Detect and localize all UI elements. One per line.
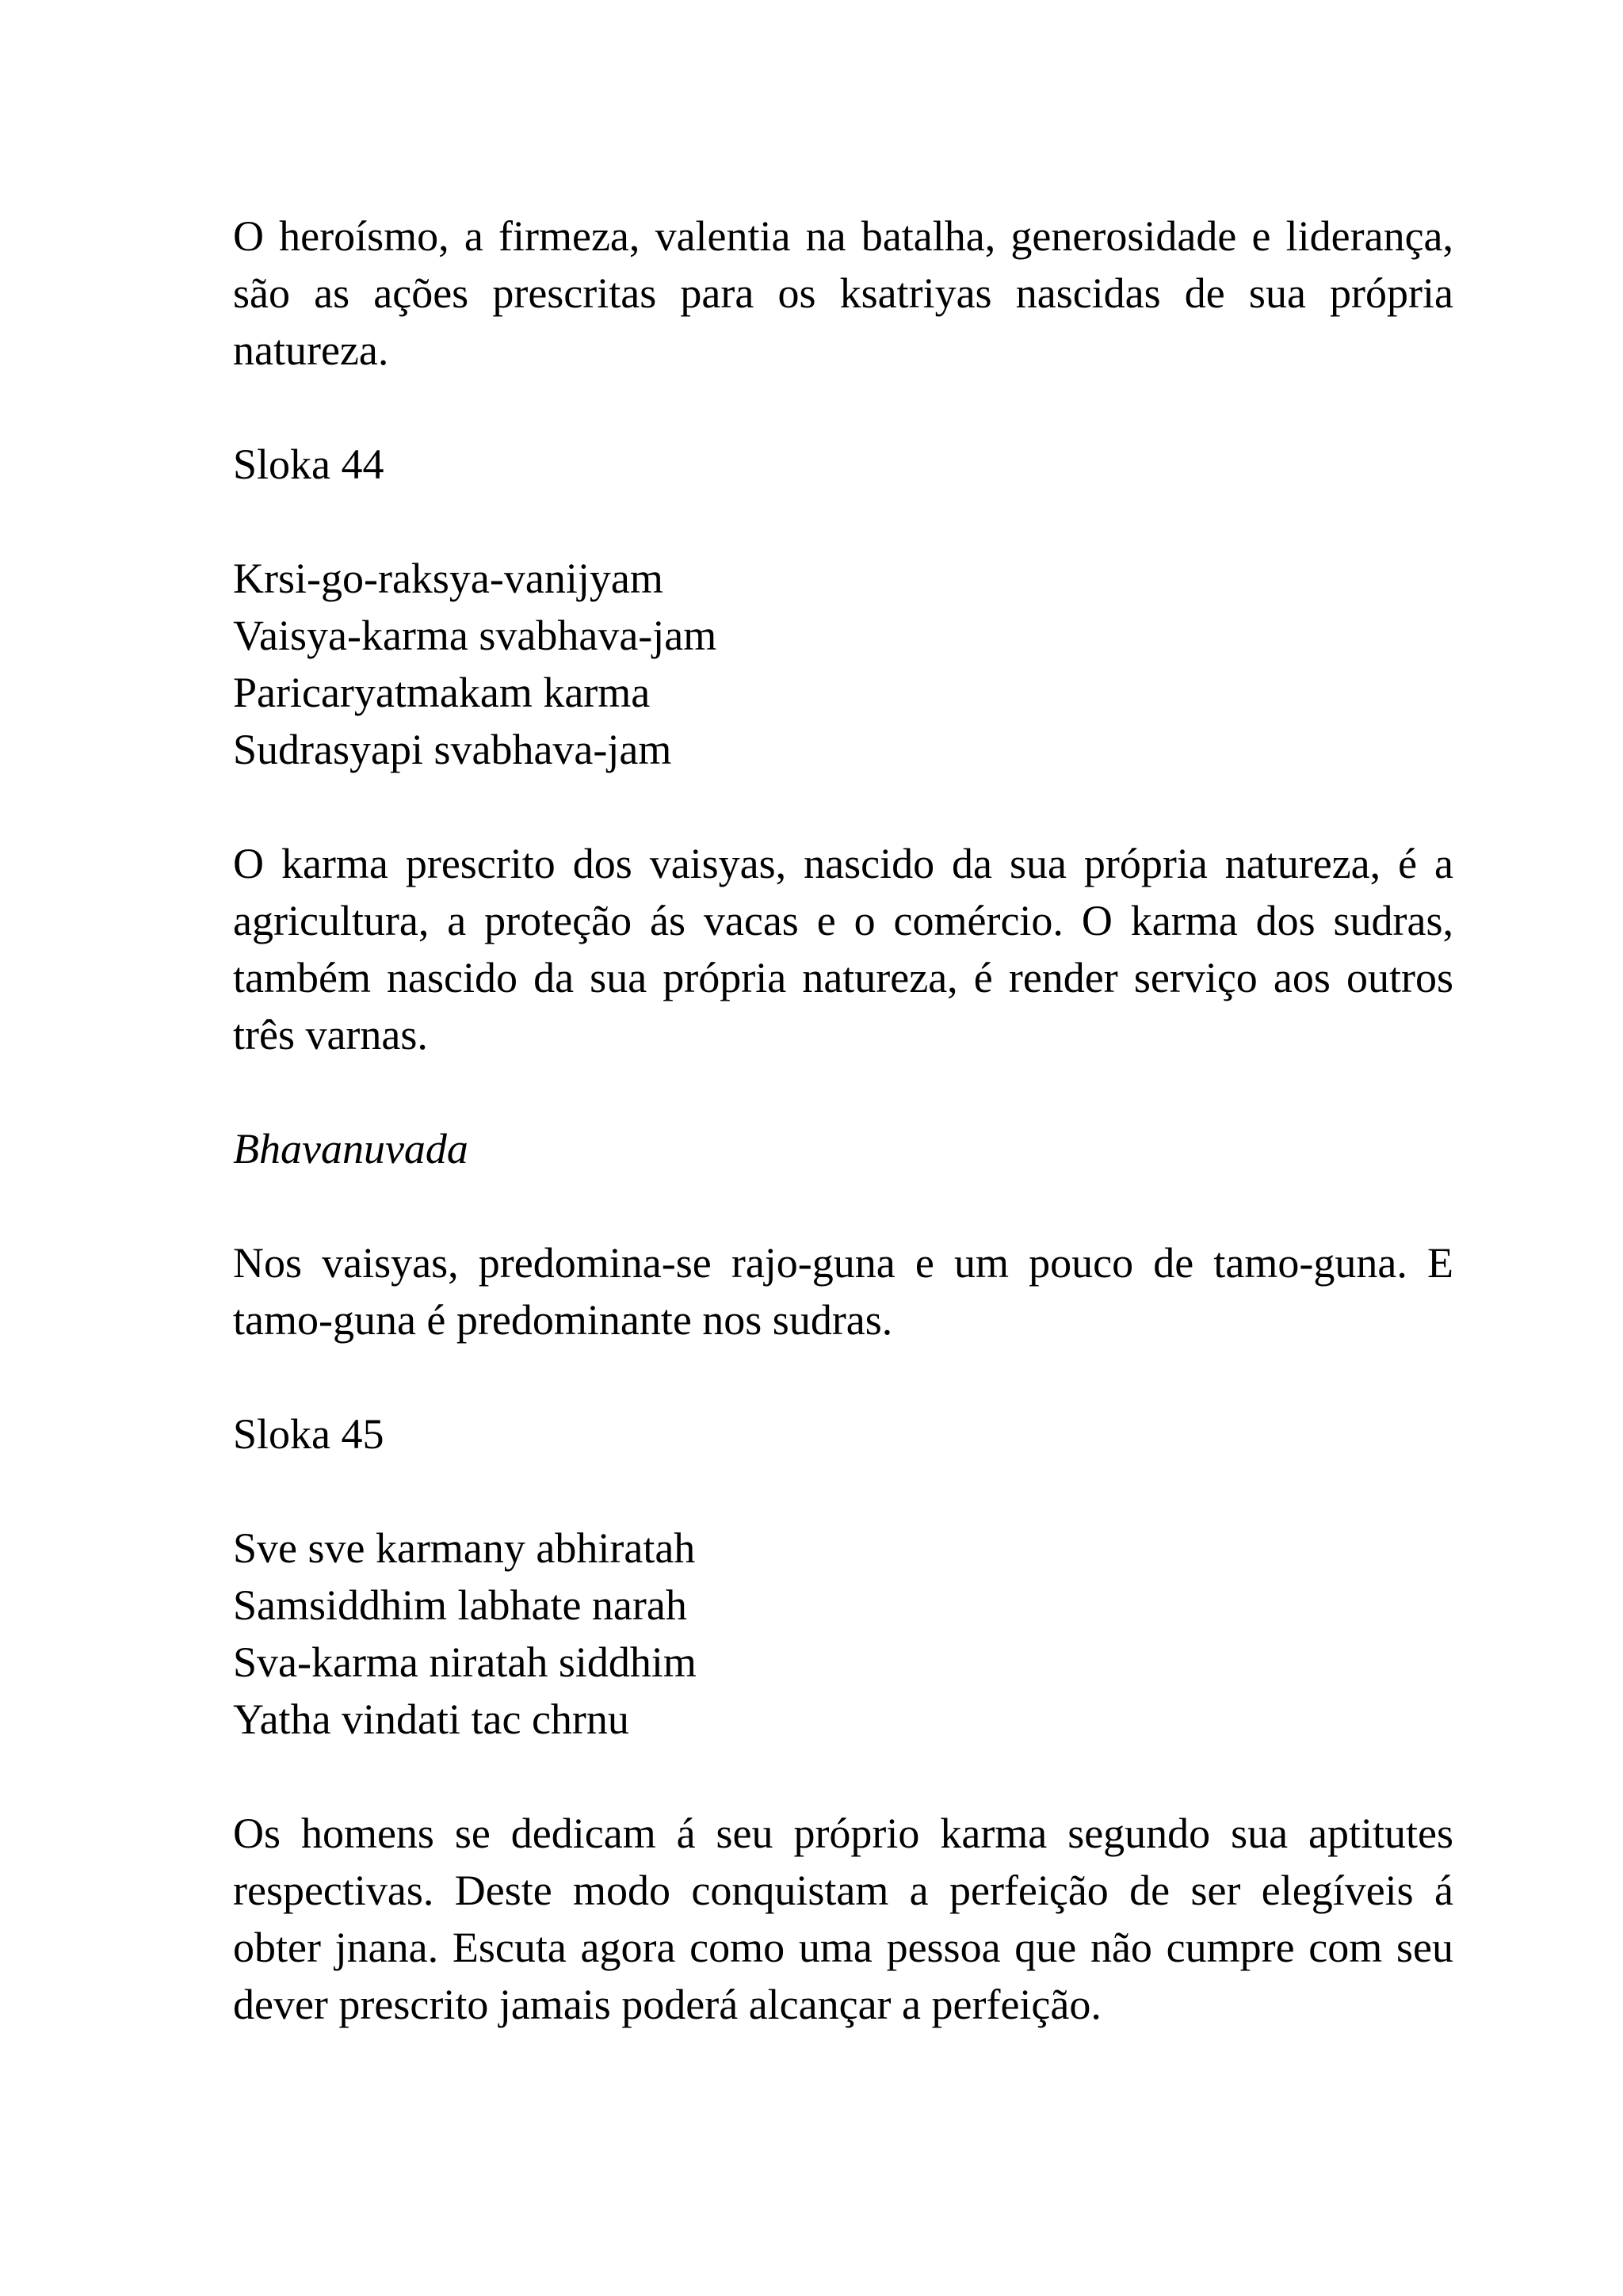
verse-line: Samsiddhim labhate narah xyxy=(233,1581,687,1629)
verse-line: Sva-karma niratah siddhim xyxy=(233,1638,697,1686)
bhavanuvada-heading: Bhavanuvada xyxy=(233,1125,468,1173)
paragraph-own-karma: Os homens se dedicam á seu próprio karma segundo sua aptitutes respectivas. Deste modo conquistam a perfeição de ser elegíveis á obter jnana. Escuta agora como uma pessoa que não cumpre com seu dever prescrito jamais poderá alcançar a perfeição. xyxy=(233,1810,1453,2028)
sloka-44-verse xyxy=(233,550,1453,778)
paragraph-gunas: Nos vaisyas, predomina-se rajo-guna e um pouco de tamo-guna. E tamo-guna é predominante nos sudras. xyxy=(233,1239,1453,1344)
paragraph-ksatriya-duties: O heroísmo, a firmeza, valentia na batalha, generosidade e liderança, são as ações prescritas para os ksatriyas nascidas de sua própria natureza. xyxy=(233,212,1453,374)
spacer xyxy=(233,1063,1453,1120)
paragraph-vaisya-sudra-karma: O karma prescrito dos vaisyas, nascido da sua própria natureza, é a agricultura, a proteção ás vacas e o comércio. O karma dos sudras, também nascido da sua própria natureza, é render serviço aos outros três varnas. xyxy=(233,840,1453,1058)
spacer xyxy=(233,493,1453,550)
verse-line: Sve sve karmany abhiratah xyxy=(233,1524,696,1572)
spacer xyxy=(233,1463,1453,1520)
page-body xyxy=(233,208,1453,2033)
sloka-45-verse xyxy=(233,1520,1453,1748)
spacer xyxy=(233,1177,1453,1234)
verse-line: Paricaryatmakam karma xyxy=(233,669,651,716)
sloka-44-heading: Sloka 44 xyxy=(233,441,384,488)
spacer xyxy=(233,379,1453,436)
verse-line: Krsi-go-raksya-vanijyam xyxy=(233,555,663,602)
verse-line: Yatha vindati tac chrnu xyxy=(233,1695,629,1743)
sloka-45-heading: Sloka 45 xyxy=(233,1410,384,1458)
spacer xyxy=(233,1348,1453,1405)
verse-line: Sudrasyapi svabhava-jam xyxy=(233,726,672,773)
spacer xyxy=(233,778,1453,835)
verse-line: Vaisya-karma svabhava-jam xyxy=(233,612,717,659)
spacer xyxy=(233,1748,1453,1805)
